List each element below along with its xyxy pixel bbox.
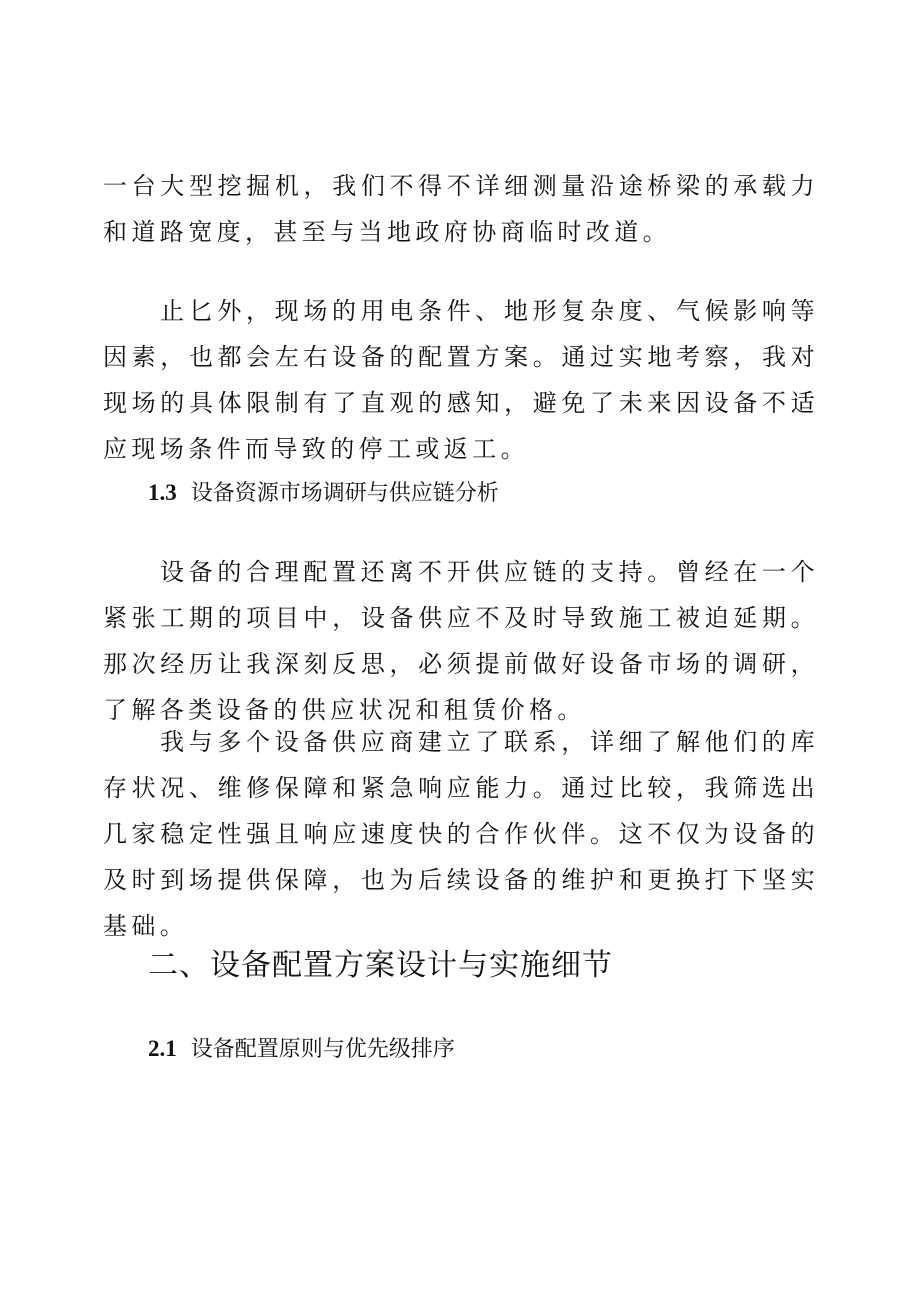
paragraph-site-conditions: 止匕外，现场的用电条件、地形复杂度、气候影响等因素，也都会左右设备的配置方案。通过实地考察，我对现场的具体限制有了直观的感知，避免了未来因设备不适应现场条件而导致的停工或返工。 <box>103 297 819 463</box>
section-number: 1.3 <box>148 480 177 505</box>
section-title: 设备资源市场调研与供应链分析 <box>190 481 499 506</box>
paragraph-continuation: 一台大型挖掘机，我们不得不详细测量沿途桥梁的承载力和道路宽度，甚至与当地政府协商临时改道。 <box>103 172 819 246</box>
section-heading-2-1 <box>148 1034 455 1065</box>
section-title: 设备配置原则与优先级排序 <box>190 1037 455 1062</box>
paragraph-suppliers: 我与多个设备供应商建立了联系，详细了解他们的库存状况、维修保障和紧急响应能力。通过比较，我筛选出几家稳定性强且响应速度快的合作伙伴。这不仅为设备的及时到场提供保障，也为后续设备的维护和更换打下坚实基础。 <box>103 728 819 940</box>
section-heading-1-3 <box>148 478 499 509</box>
paragraph-supply-chain: 设备的合理配置还离不开供应链的支持。曾经在一个紧张工期的项目中，设备供应不及时导致施工被迫延期。那次经历让我深刻反思，必须提前做好设备市场的调研，了解各类设备的供应状况和租赁价格。 <box>103 558 819 724</box>
chapter-heading-2: 二、设备配置方案设计与实施细节 <box>148 948 613 983</box>
section-number: 2.1 <box>148 1036 177 1061</box>
